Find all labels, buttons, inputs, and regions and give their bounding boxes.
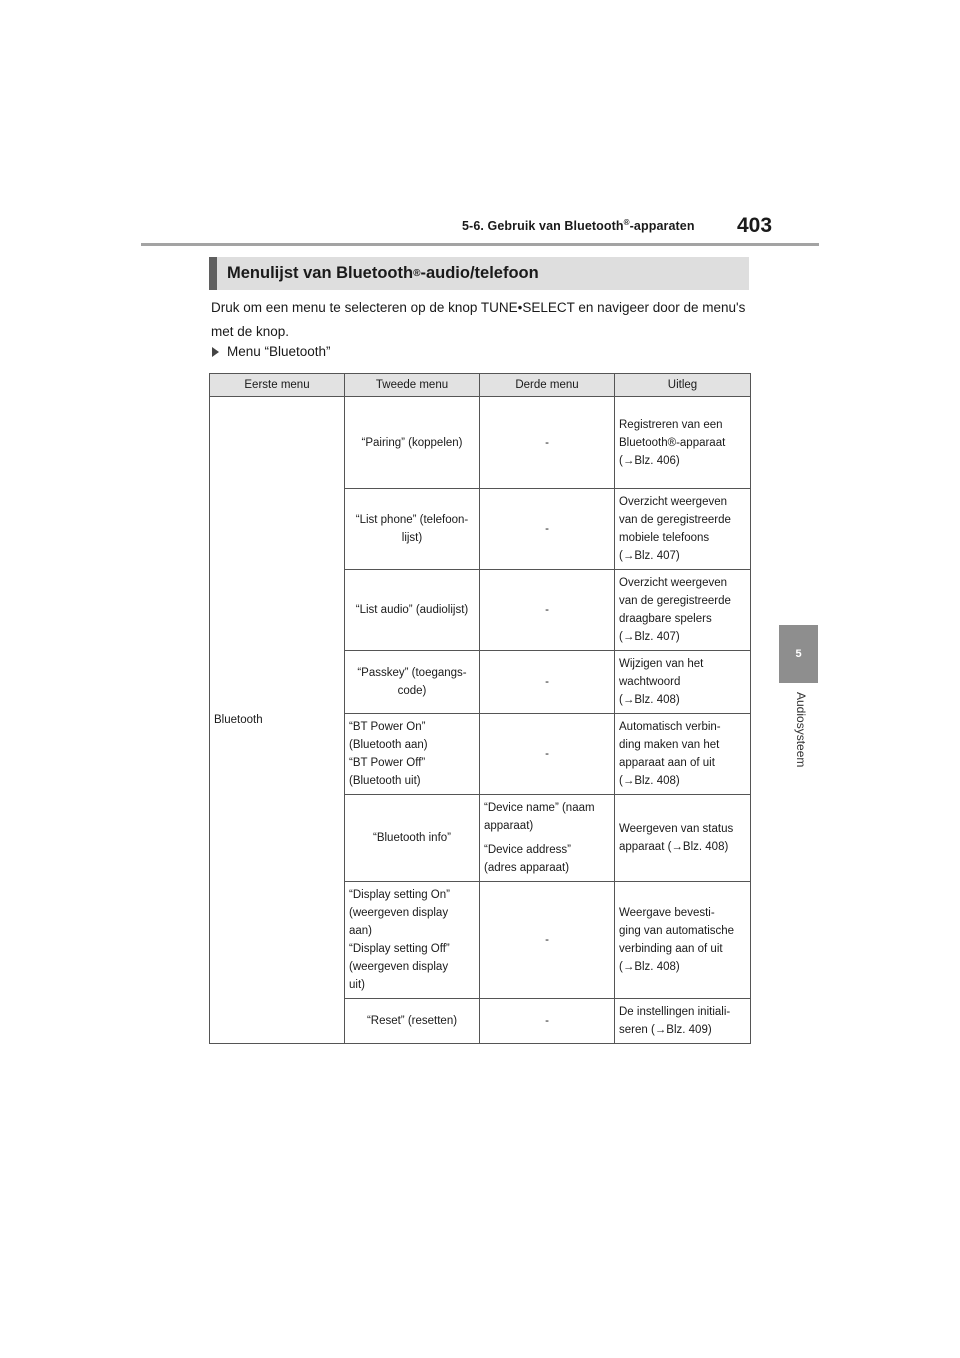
second-menu-cell: “BT Power On” (Bluetooth aan) “BT Power Off” (Bluetooth uit) xyxy=(345,714,480,795)
second-menu-cell: “Pairing” (koppelen) xyxy=(345,397,480,489)
registered-mark: ® xyxy=(413,268,421,279)
third-menu-cell: - xyxy=(480,397,615,489)
menu-heading-text: Menu “Bluetooth” xyxy=(227,344,331,359)
page-number: 403 xyxy=(737,214,773,237)
table-header-row xyxy=(210,374,751,397)
explanation-cell: Weergave bevesti- ging van automatische verbinding aan of uit (→Blz. 408) xyxy=(615,882,751,999)
column-header: Derde menu xyxy=(480,374,615,397)
explanation-cell: Registreren van een Bluetooth®-apparaat (→Blz. 406) xyxy=(615,397,751,489)
intro-paragraph: Druk om een menu te selecteren op de knop TUNE•SELECT en navigeer door de menu's met de knop. xyxy=(211,300,746,339)
explanation-cell: Overzicht weergeven van de geregistreerde draagbare spelers (→Blz. 407) xyxy=(615,570,751,651)
explanation-cell: Wijzigen van het wachtwoord (→Blz. 408) xyxy=(615,651,751,714)
second-menu-cell: “Passkey” (toegangs- code) xyxy=(345,651,480,714)
second-menu-cell: “List audio” (audiolijst) xyxy=(345,570,480,651)
second-menu-cell: “Display setting On” (weergeven display aan) “Display setting Off” (weergeven display uit) xyxy=(345,882,480,999)
column-header: Tweede menu xyxy=(345,374,480,397)
third-menu-cell: - xyxy=(480,651,615,714)
third-menu-cell: - xyxy=(480,999,615,1044)
explanation-cell: De instellingen initiali- seren (→Blz. 409) xyxy=(615,999,751,1044)
header-text-suffix: -apparaten xyxy=(629,219,695,234)
bluetooth-menu-table xyxy=(209,373,751,1044)
explanation-cell: Overzicht weergeven van de geregistreerde mobiele telefoons (→Blz. 407) xyxy=(615,489,751,570)
third-menu-cell: - xyxy=(480,714,615,795)
second-menu-cell: “Reset” (resetten) xyxy=(345,999,480,1044)
chapter-tab: 5 xyxy=(779,625,818,683)
column-header: Eerste menu xyxy=(210,374,345,397)
table-row xyxy=(210,397,751,489)
first-menu-cell: Bluetooth xyxy=(210,397,345,1044)
explanation-cell: Weergeven van status apparaat (→Blz. 408) xyxy=(615,795,751,882)
registered-mark: ® xyxy=(623,218,630,227)
section-title-suffix: -audio/telefoon xyxy=(420,264,539,282)
chapter-label: Audiosysteem xyxy=(794,692,808,768)
second-menu-cell: “Bluetooth info” xyxy=(345,795,480,882)
third-menu-cell: - xyxy=(480,489,615,570)
second-menu-cell: “List phone” (telefoon- lijst) xyxy=(345,489,480,570)
arrow-right-icon xyxy=(212,347,219,357)
third-menu-cell: “Device name” (naam apparaat) “Device address” (adres apparaat) xyxy=(480,795,615,882)
menu-heading xyxy=(211,344,331,359)
header-divider xyxy=(141,243,819,246)
third-menu-cell: - xyxy=(480,882,615,999)
header-text: 5-6. Gebruik van Bluetooth xyxy=(462,219,624,234)
column-header: Uitleg xyxy=(615,374,751,397)
running-header xyxy=(462,218,695,233)
explanation-cell: Automatisch verbin- ding maken van het apparaat aan of uit (→Blz. 408) xyxy=(615,714,751,795)
section-title-text: Menulijst van Bluetooth xyxy=(227,264,414,282)
third-menu-cell: - xyxy=(480,570,615,651)
section-title xyxy=(209,257,749,290)
